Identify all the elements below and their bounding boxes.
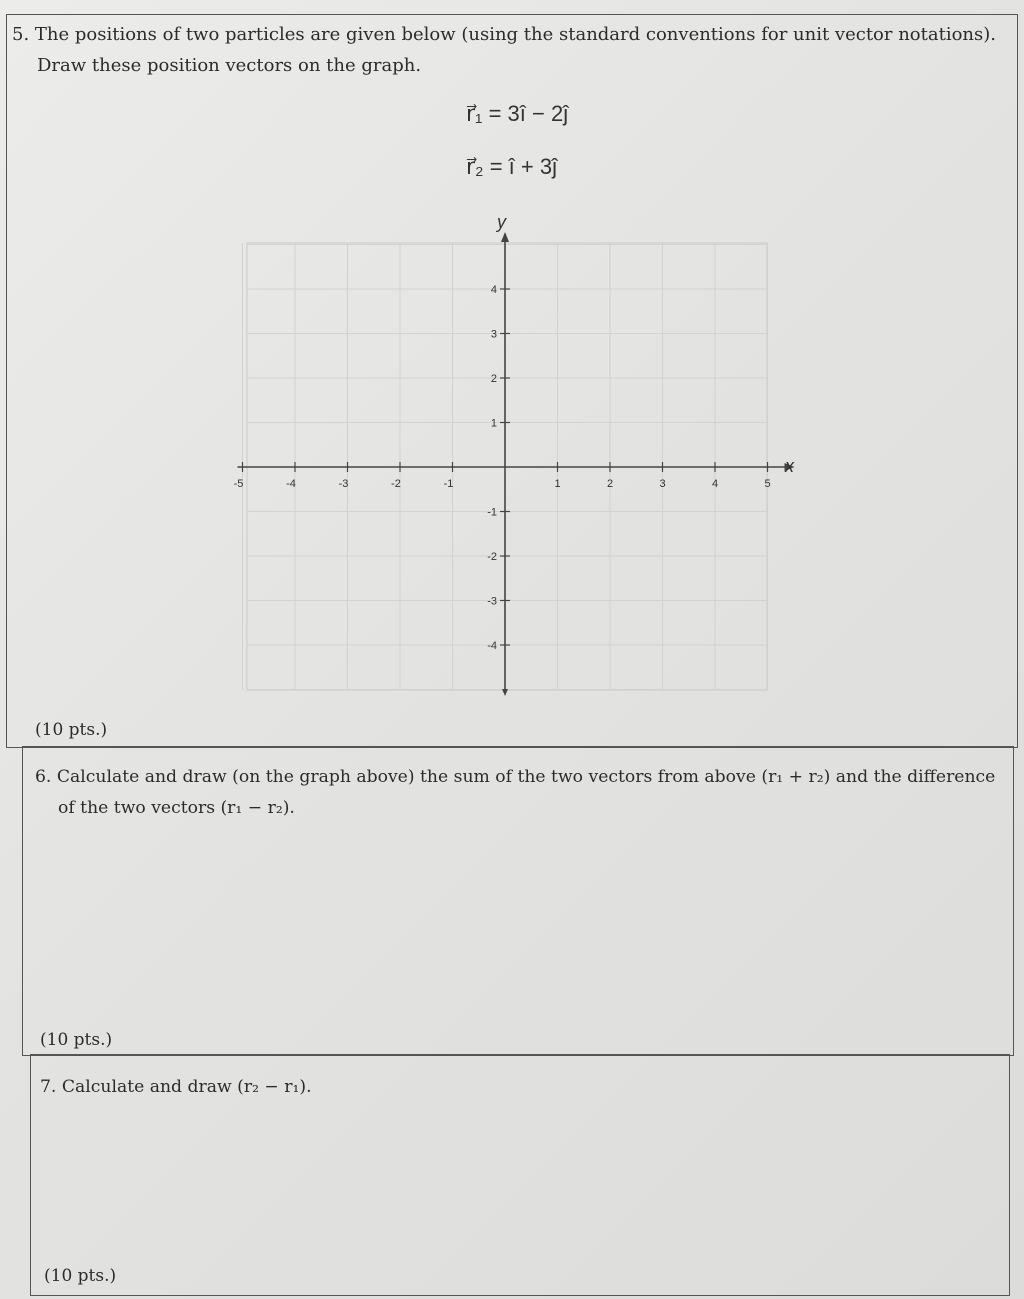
- y-tick-label: -4: [487, 640, 497, 652]
- x-tick-label: 4: [711, 478, 719, 490]
- coordinate-graph[interactable]: [225, 210, 805, 700]
- y-axis-arrow-up: [501, 232, 509, 242]
- vector-r1-equation: r⃗₁ = 3î − 2ĵ: [466, 101, 569, 126]
- x-tick-label: 3: [659, 478, 666, 490]
- x-tick-label: 1: [554, 478, 561, 490]
- x-tick-label: 5: [764, 478, 771, 490]
- question-6-prompt-line-1: 6. Calculate and draw (on the graph above) the sum of the two vectors from above (r₁ + r₂) and the difference: [35, 767, 996, 787]
- x-tick-label: -1: [443, 478, 454, 490]
- axes: [238, 232, 795, 696]
- y-tick-label: -3: [487, 595, 497, 608]
- question-5-prompt-line-2: Draw these position vectors on the graph.: [37, 55, 422, 76]
- x-tick-label: -5: [233, 478, 244, 490]
- question-5-prompt-line-1: 5. The positions of two particles are given below (using the standard conventions for unit vector notations).: [12, 24, 997, 45]
- y-axis-arrow-down: [502, 689, 508, 696]
- x-tick-labels: [234, 478, 771, 490]
- question-5-points: (10 pts.): [35, 720, 108, 740]
- y-tick-label: 4: [490, 284, 497, 296]
- x-tick-label: -3: [338, 478, 349, 490]
- x-tick-label: -2: [391, 478, 401, 490]
- y-tick-label: -1: [487, 506, 497, 519]
- question-6-points: (10 pts.): [40, 1030, 113, 1050]
- y-tick-label: -2: [487, 551, 497, 563]
- y-axis-label: y: [497, 212, 506, 232]
- question-6-prompt-line-2: of the two vectors (r₁ − r₂).: [58, 798, 295, 818]
- vector-r2-equation: r⃗₂ = î + 3ĵ: [466, 154, 557, 179]
- y-tick-label: 2: [490, 373, 497, 385]
- question-7-prompt: 7. Calculate and draw (r₂ − r₁).: [40, 1077, 312, 1097]
- y-tick-label: 3: [490, 328, 497, 341]
- question-7-points: (10 pts.): [44, 1266, 117, 1286]
- x-tick-label: -4: [286, 478, 296, 490]
- y-tick-labels: [487, 284, 497, 652]
- x-axis-label: x: [785, 456, 794, 476]
- y-tick-label: 1: [490, 417, 497, 430]
- x-tick-label: 2: [606, 478, 614, 490]
